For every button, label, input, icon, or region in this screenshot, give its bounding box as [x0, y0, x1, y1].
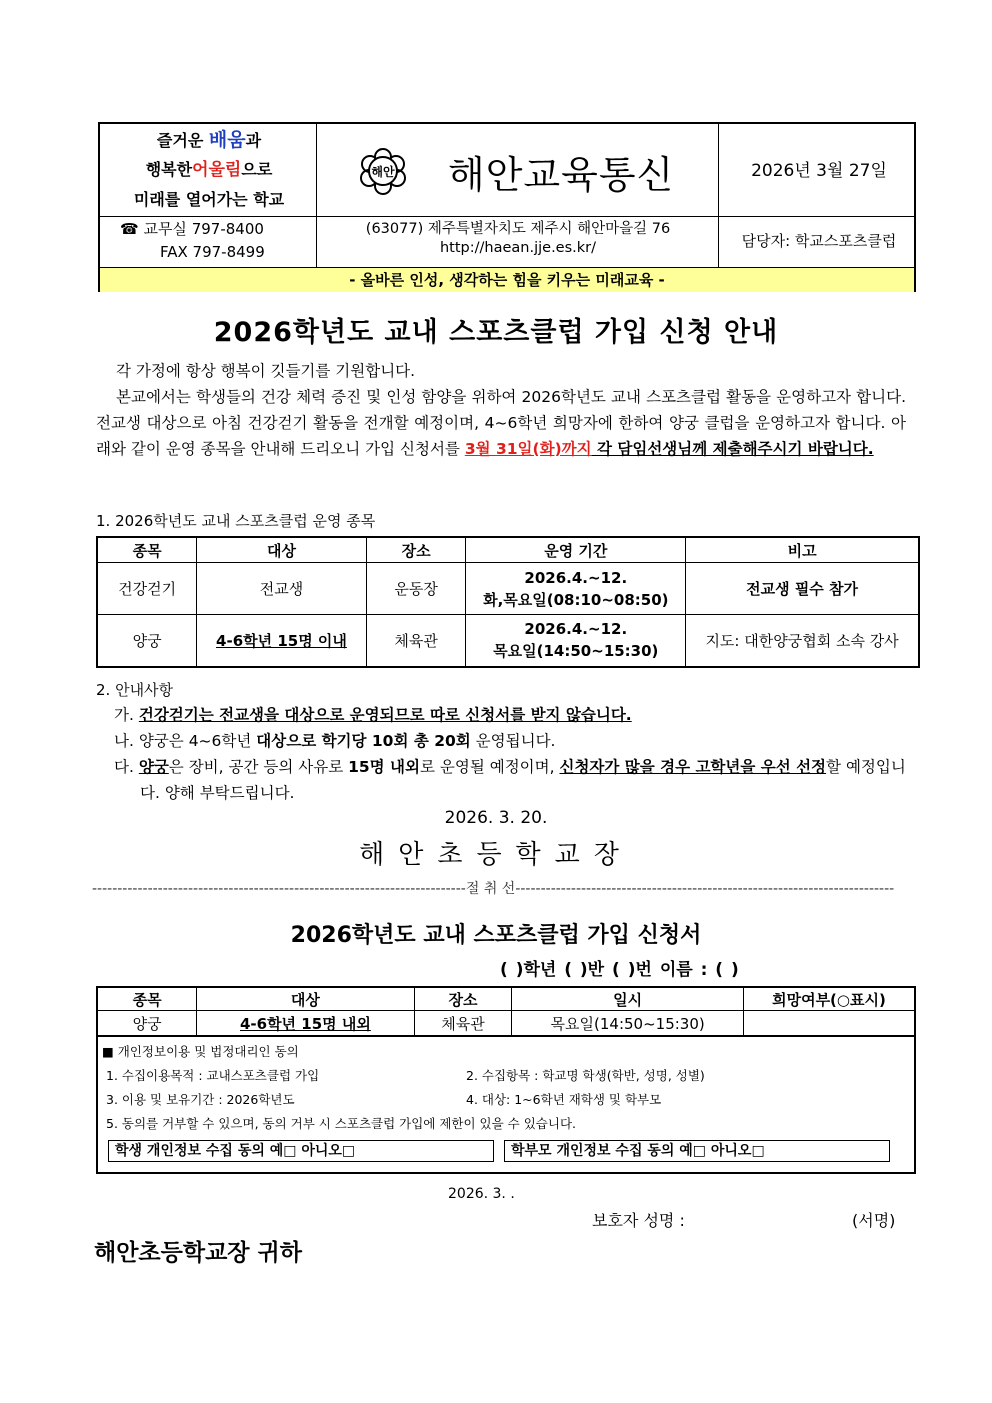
item-label: 다.	[114, 758, 134, 776]
motto-text: 즐거운	[156, 131, 209, 150]
item-text: 은 장비, 공간 등의 사유로	[168, 758, 349, 776]
item-text: 양궁은 4~6학년	[138, 732, 257, 750]
item-emphasis: 신청자가 많을 경우 고학년을 우선 선정	[559, 758, 827, 776]
table-row	[97, 563, 919, 615]
sport-cell: 건강걷기	[97, 563, 197, 615]
wish-mark-field[interactable]	[743, 1011, 915, 1037]
issue-date: 2026. 3. 20.	[444, 808, 548, 828]
motto-highlight: 어울림	[192, 160, 242, 180]
column-header: 비고	[686, 537, 919, 563]
slogan-banner: - 올바른 인성, 생각하는 힘을 키우는 미래교육 -	[100, 268, 914, 292]
signature-field[interactable]: (서명)	[852, 1211, 896, 1230]
student-info-line[interactable]: ( )학년 ( )반 ( )번 이름 : ( )	[500, 960, 739, 980]
target-cell: 4-6학년 15명 내외	[197, 1011, 414, 1037]
deadline-text: 3월 31일(화)까지	[464, 440, 592, 458]
principal-name: 해안초등학교장	[359, 840, 633, 870]
sport-cell: 양궁	[97, 1011, 197, 1037]
school-logo	[358, 146, 408, 196]
student-consent-checkbox[interactable]: 학생 개인정보 수집 동의 예□ 아니오□	[108, 1140, 494, 1162]
column-header: 대상	[197, 537, 367, 563]
place-cell: 체육관	[414, 1011, 512, 1037]
period-months: 2026.4.~12.	[524, 568, 628, 587]
motto-highlight: 배움	[208, 129, 246, 151]
logo-text: 해안	[371, 165, 395, 179]
notice-title: 2026학년도 교내 스포츠클럽 가입 신청 안내	[213, 317, 779, 348]
target-cell: 전교생	[197, 563, 367, 615]
item-label: 가.	[114, 706, 134, 724]
target-cell: 4-6학년 15명 이내	[197, 615, 367, 667]
form-date: 2026. 3. .	[448, 1186, 515, 1202]
column-header: 장소	[414, 987, 512, 1011]
sport-cell: 양궁	[97, 615, 197, 667]
manager-label: 담당자: 학교스포츠클럽	[741, 232, 897, 250]
item-emphasis: 양궁	[138, 758, 169, 776]
newsletter-header	[98, 122, 916, 292]
notice-body	[96, 358, 906, 462]
consent-item: 2. 수집항목 : 학교명 학생(학반, 성명, 성별)	[466, 1068, 705, 1083]
table-header-row	[97, 987, 915, 1011]
consent-item: 1. 수집이용목적 : 교내스포츠클럽 가입	[106, 1068, 320, 1083]
notice-items	[114, 702, 914, 806]
place-cell: 운동장	[366, 563, 466, 615]
period-cell	[466, 615, 686, 667]
item-emphasis: 대상으로 학기당 10회 총 20회	[256, 732, 471, 750]
item-text: 로 운영될 예정이며,	[419, 758, 560, 776]
consent-heading: ■ 개인정보이용 및 법정대리인 동의	[102, 1044, 299, 1059]
notice-text: 본교에서는 학생들의 건강 체력 증진 및 인성 함양을 위하여 2026학년도 교내 스포츠클럽 활동을 운영하고자 합니다. 전교생 대상으로 아침 건강걷기 활동을 전개할 예정이며, 4~6학년 희망자에 한하여 양궁 클럽을 운영하고자 합니다. 아래와 같이 운영 종목을 안내해 드리오니 가입 신청서를	[96, 388, 906, 458]
cut-line: --------------------------------------------------------------------------절 취 선---------------------------------------------------------------------------	[92, 881, 895, 897]
addressee: 해안초등학교장 귀하	[94, 1240, 302, 1266]
item-text: 운영됩니다.	[470, 732, 556, 750]
section-2-heading: 2. 안내사항	[96, 681, 174, 699]
section-1-heading: 1. 2026학년도 교내 스포츠클럽 운영 종목	[96, 512, 376, 530]
privacy-consent-box	[96, 1036, 916, 1174]
newsletter-title: 해안교육통신	[448, 153, 675, 197]
column-header: 종목	[97, 987, 197, 1011]
fax-number: FAX 797-8499	[160, 243, 265, 261]
parent-consent-checkbox[interactable]: 학부모 개인정보 수집 동의 예□ 아니오□	[504, 1140, 890, 1162]
motto-text: 행복한	[145, 160, 193, 179]
application-table	[96, 986, 916, 1037]
period-days: 목요일(14:50~15:30)	[493, 642, 659, 661]
publish-date: 2026년 3월 27일	[751, 161, 887, 181]
sports-schedule-table	[96, 536, 920, 668]
consent-item: 5. 동의를 거부할 수 있으며, 동의 거부 시 스포츠클럽 가입에 제한이 있을 수 있습니다.	[106, 1116, 577, 1131]
column-header: 장소	[366, 537, 466, 563]
greeting-text: 각 가정에 항상 행복이 깃들기를 기원합니다.	[116, 362, 416, 380]
school-url-link[interactable]: http://haean.jje.es.kr/	[439, 240, 597, 256]
period-cell	[466, 563, 686, 615]
note-cell: 지도: 대한양궁협회 소속 강사	[686, 615, 919, 667]
note-cell: 전교생 필수 참가	[686, 563, 919, 615]
column-header: 운영 기간	[466, 537, 686, 563]
item-text: 건강걷기는 전교생을 대상으로 운영되므로 따로 신청서를 받지 않습니다.	[138, 706, 632, 724]
column-header: 일시	[512, 987, 744, 1011]
school-address	[318, 220, 718, 258]
guardian-name-label: 보호자 성명 :	[592, 1211, 685, 1230]
notice-item	[114, 702, 914, 728]
place-cell: 체육관	[366, 615, 466, 667]
column-header: 대상	[197, 987, 414, 1011]
period-months: 2026.4.~12.	[524, 620, 628, 639]
table-row	[97, 1011, 915, 1037]
period-days: 화,목요일(08:10~08:50)	[483, 590, 669, 609]
cut-line-label: 절 취 선	[465, 881, 516, 897]
item-text: 할 예정입니다. 양해 부탁드립니다.	[140, 758, 906, 802]
table-row	[97, 615, 919, 667]
notice-item	[114, 754, 914, 806]
phone-number: ☎ 교무실 797-8400	[120, 220, 264, 238]
divider	[718, 124, 719, 268]
consent-item: 4. 대상: 1~6학년 재학생 및 학부모	[466, 1092, 662, 1107]
school-motto	[100, 126, 318, 214]
column-header: 희망여부(○표시)	[743, 987, 915, 1011]
contact-info	[120, 218, 265, 264]
motto-text: 미래를 열어가는 학교	[133, 190, 285, 209]
divider	[100, 216, 914, 217]
item-emphasis: 15명 내외	[348, 758, 420, 776]
motto-text: 과	[245, 131, 262, 150]
column-header: 종목	[97, 537, 197, 563]
time-cell: 목요일(14:50~15:30)	[512, 1011, 744, 1037]
item-label: 나.	[114, 732, 134, 750]
form-title: 2026학년도 교내 스포츠클럽 가입 신청서	[290, 923, 702, 948]
address-text: (63077) 제주특별자치도 제주시 해안마을길 76	[365, 221, 671, 237]
consent-item: 3. 이용 및 보유기간 : 2026학년도	[106, 1092, 295, 1107]
submission-instruction: 각 담임선생님께 제출해주시기 바랍니다.	[591, 440, 874, 458]
motto-text: 으로	[241, 160, 273, 179]
notice-paragraph	[96, 384, 906, 462]
table-header-row	[97, 537, 919, 563]
notice-item	[114, 728, 914, 754]
